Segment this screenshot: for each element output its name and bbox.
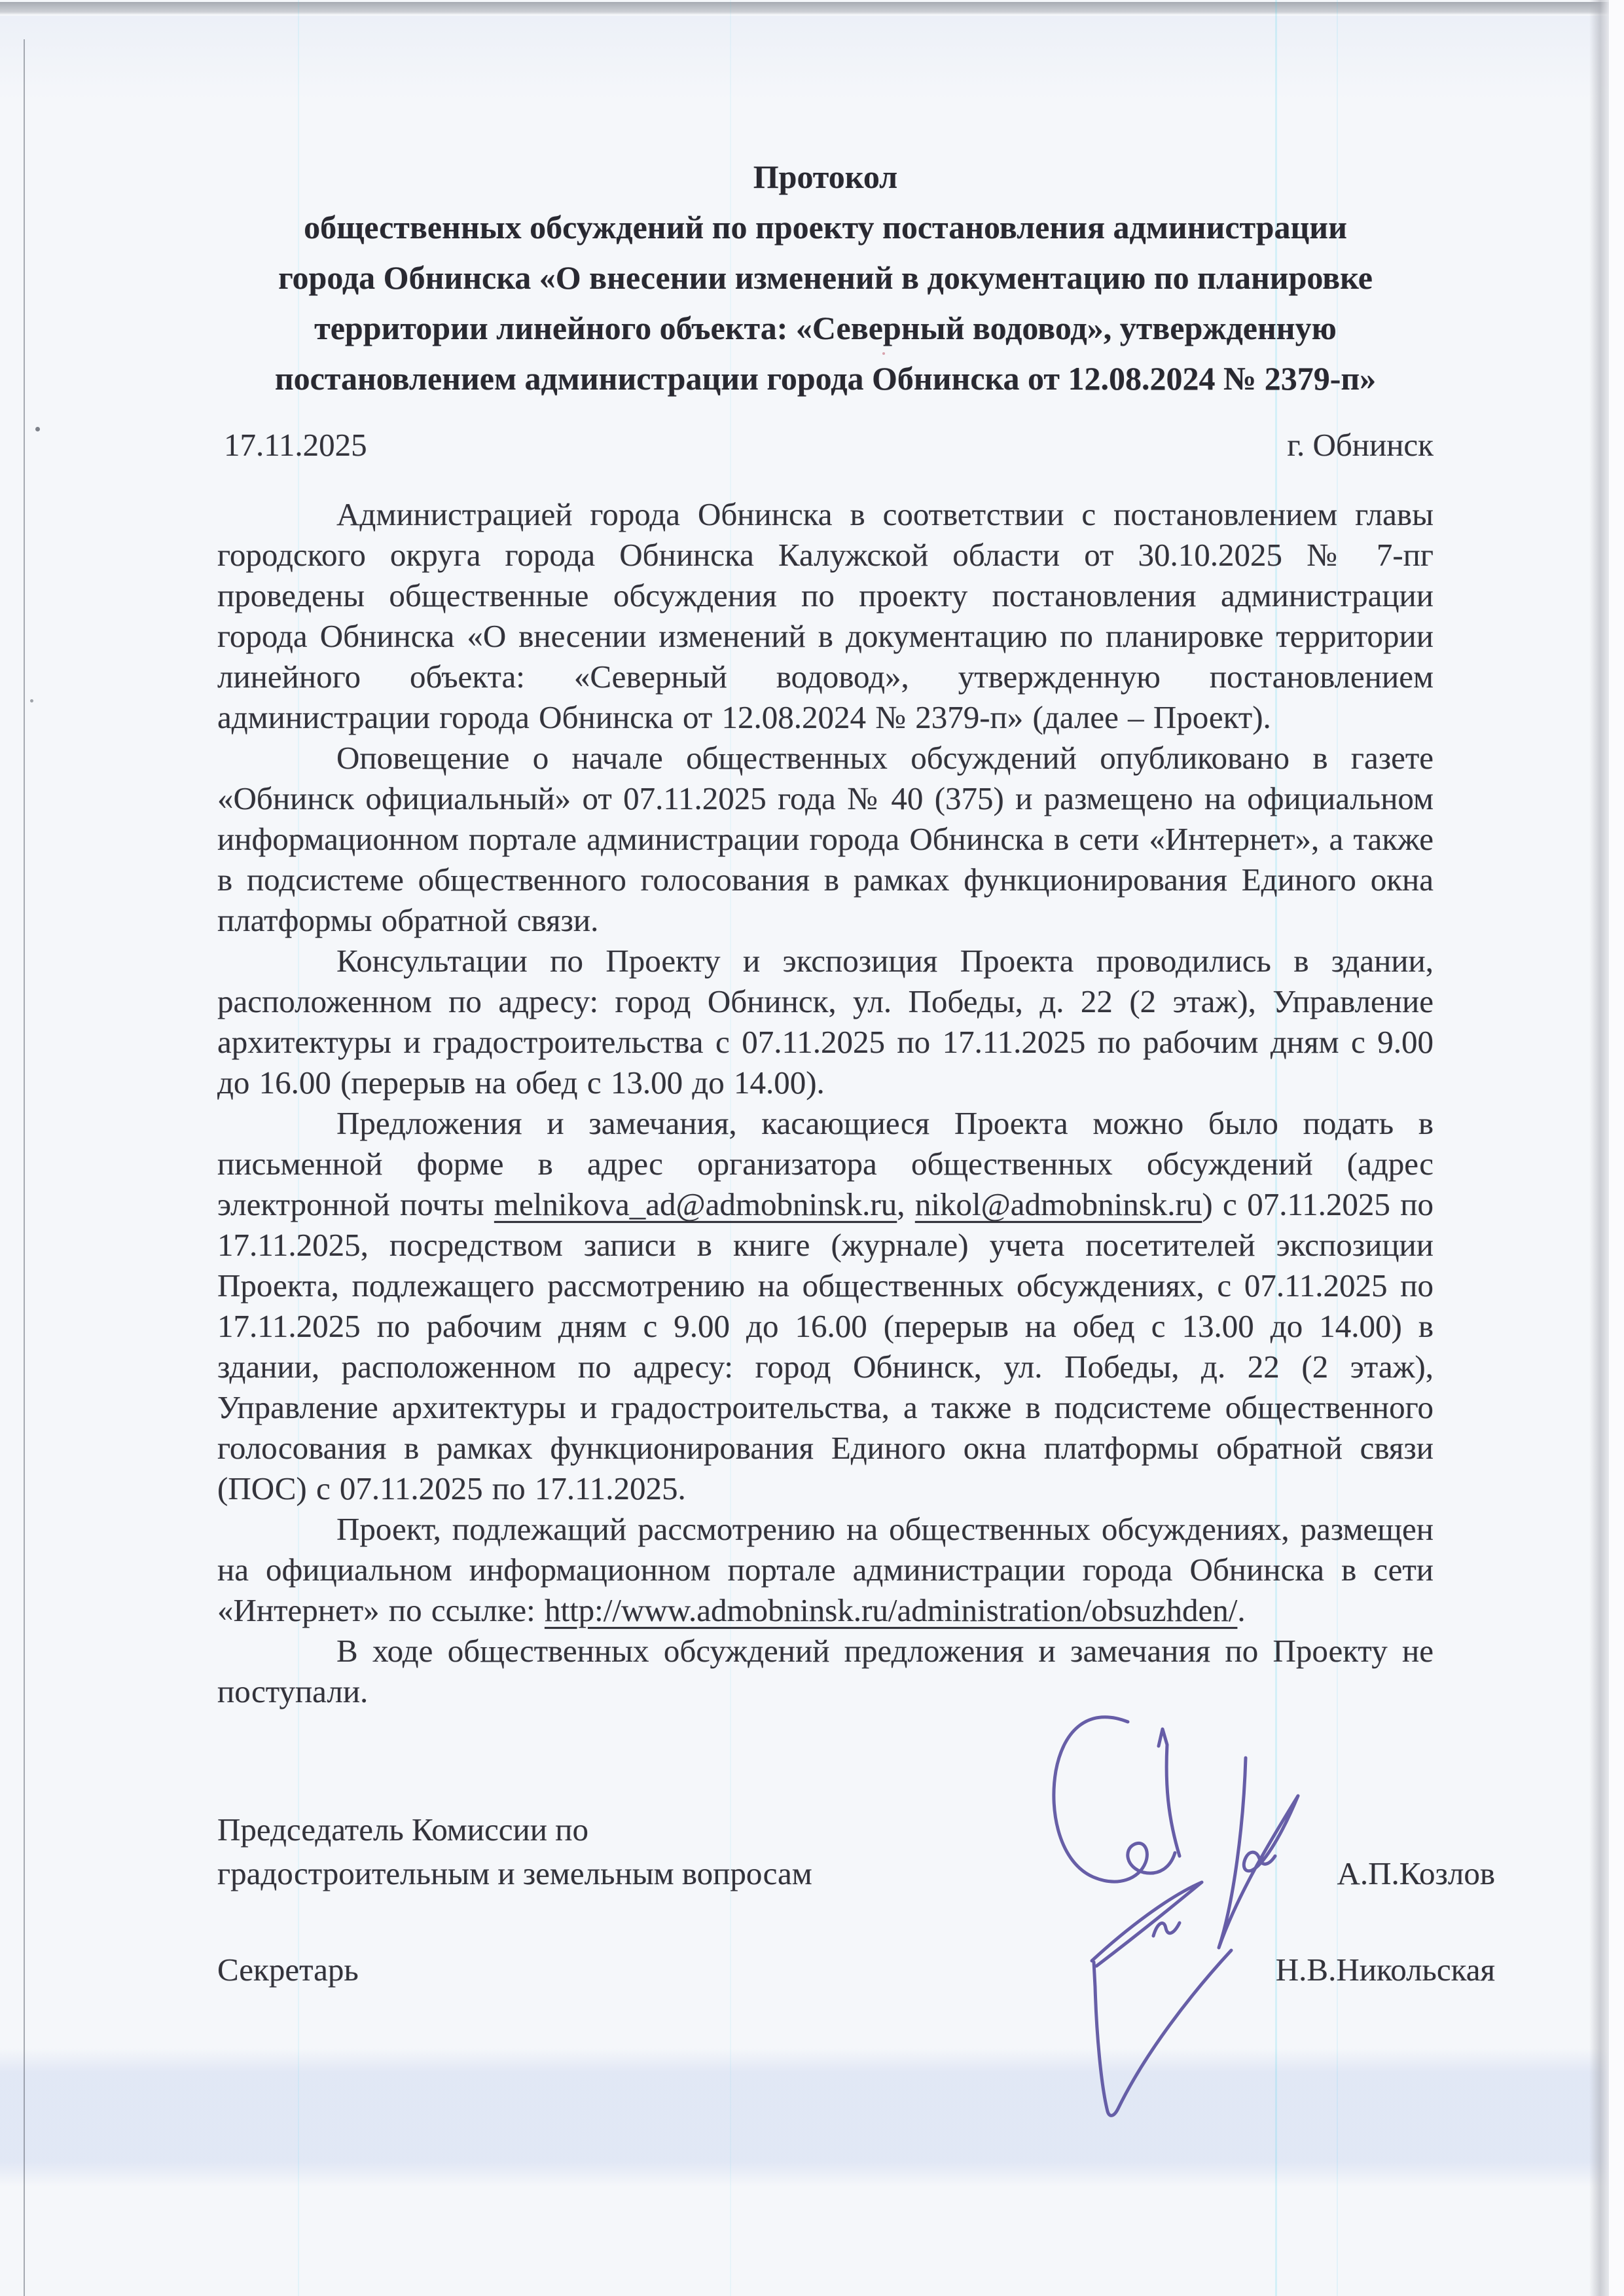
paragraph-5-text: Проект, подлежащий рассмотрению на общественных обсуждениях, размещен на официальном информационном портале администрации города Обнинска в сети «Интернет» по ссылке: [217, 1511, 1434, 1628]
signature-row-secretary [217, 1948, 1495, 1992]
document-date: 17.11.2025 [224, 427, 367, 463]
scan-artifact-bottom-band [0, 2048, 1624, 2187]
title-subject: общественных обсуждений по проекту постановления администрации города Обнинска «О внесении изменений в документацию по планировке территории линейного объекта: «Северный водовод», утвержденную постановлением администрации города Обнинска от 12.08.2024 № 2379-п» [274, 209, 1377, 397]
paragraph-2: Оповещение о начале общественных обсуждений опубликовано в газете «Обнинск официальный» от 07.11.2025 года № 40 (375) и размещено на официальном информационном портале администрации города Обнинска в сети «Интернет», а также в подсистеме общественного голосования в рамках функционирования Единого окна платформы обратной связи. [217, 740, 1434, 938]
secretary-role-label: Секретарь [217, 1952, 359, 1988]
document-city: г. Обнинск [1287, 427, 1434, 463]
paragraph-4-separator: , [897, 1186, 915, 1222]
paragraph-5-period: . [1237, 1592, 1246, 1628]
chairman-role-line2: градостроительным и земельным вопросам [217, 1855, 812, 1891]
document-title [268, 152, 1384, 404]
document-body [217, 494, 1434, 1712]
document-page [217, 0, 1495, 1992]
email-link-nikol: nikol@admobninsk.ru [914, 1186, 1202, 1222]
paragraph-4-text: Предложения и замечания, касающиеся Проекта можно было подать в письменной форме в адрес организатора общественных обсуждений (адрес электронной почты [217, 1105, 1434, 1222]
secretary-name: Н.В.Никольская [1275, 1952, 1495, 1988]
chairman-name: А.П.Козлов [1337, 1855, 1495, 1891]
paragraph-6: В ходе общественных обсуждений предложения и замечания по Проекту не поступали. [217, 1633, 1434, 1709]
paragraph-4 [217, 1103, 1434, 1509]
scan-artifact-right-edge [1609, 0, 1624, 2296]
chairman-role-label [217, 1808, 812, 1895]
title-word-protokol: Протокол [753, 158, 898, 195]
signature-block [217, 1808, 1495, 1992]
project-url-link: http://www.admobninsk.ru/administration/obsuzhden/ [544, 1592, 1238, 1628]
paragraph-3: Консультации по Проекту и экспозиция Проекта проводились в здании, расположенном по адресу: город Обнинск, ул. Победы, д. 22 (2 этаж), Управление архитектуры и градостроительства с 07.11.2025 по 17.11.2025 по рабочим дням с 9.00 до 16.00 (перерыв на обед с 13.00 до 14.00). [217, 943, 1434, 1101]
email-link-melnikova: melnikova_ad@admobninsk.ru [494, 1186, 897, 1222]
scan-artifact-speck [35, 427, 40, 431]
scan-artifact-left-edge-line [24, 39, 25, 2296]
signature-row-chairman [217, 1808, 1495, 1895]
dateline [217, 425, 1434, 465]
paragraph-4-text-after: ) с 07.11.2025 по 17.11.2025, посредством записи в книге (журнале) учета посетителей экспозиции Проекта, подлежащего рассмотрению на общественных обсуждениях, с 07.11.2025 по 17.11.2025 по рабочим дням с 9.00 до 16.00 (перерыв на обед с 13.00 до 14.00) в здании, расположенном по адресу: город Обнинск, ул. Победы, д. 22 (2 этаж), Управление архитектуры и градостроительства, а также в подсистеме общественного голосования в рамках функционирования Единого окна платформы обратной связи (ПОС) с 07.11.2025 по 17.11.2025. [217, 1186, 1434, 1506]
scan-artifact-right-shadow [1589, 0, 1609, 2296]
scan-artifact-speck [30, 699, 33, 702]
paragraph-1: Администрацией города Обнинска в соответствии с постановлением главы городского округа города Обнинска Калужской области от 30.10.2025 № 7-пг проведены общественные обсуждения по проекту постановления администрации города Обнинска «О внесении изменений в документацию по планировке территории линейного объекта: «Северный водовод», утвержденную постановлением администрации города Обнинска от 12.08.2024 № 2379-п» (далее – Проект). [217, 496, 1434, 735]
chairman-role-line1: Председатель Комиссии по [217, 1812, 588, 1848]
paragraph-5 [217, 1509, 1434, 1631]
